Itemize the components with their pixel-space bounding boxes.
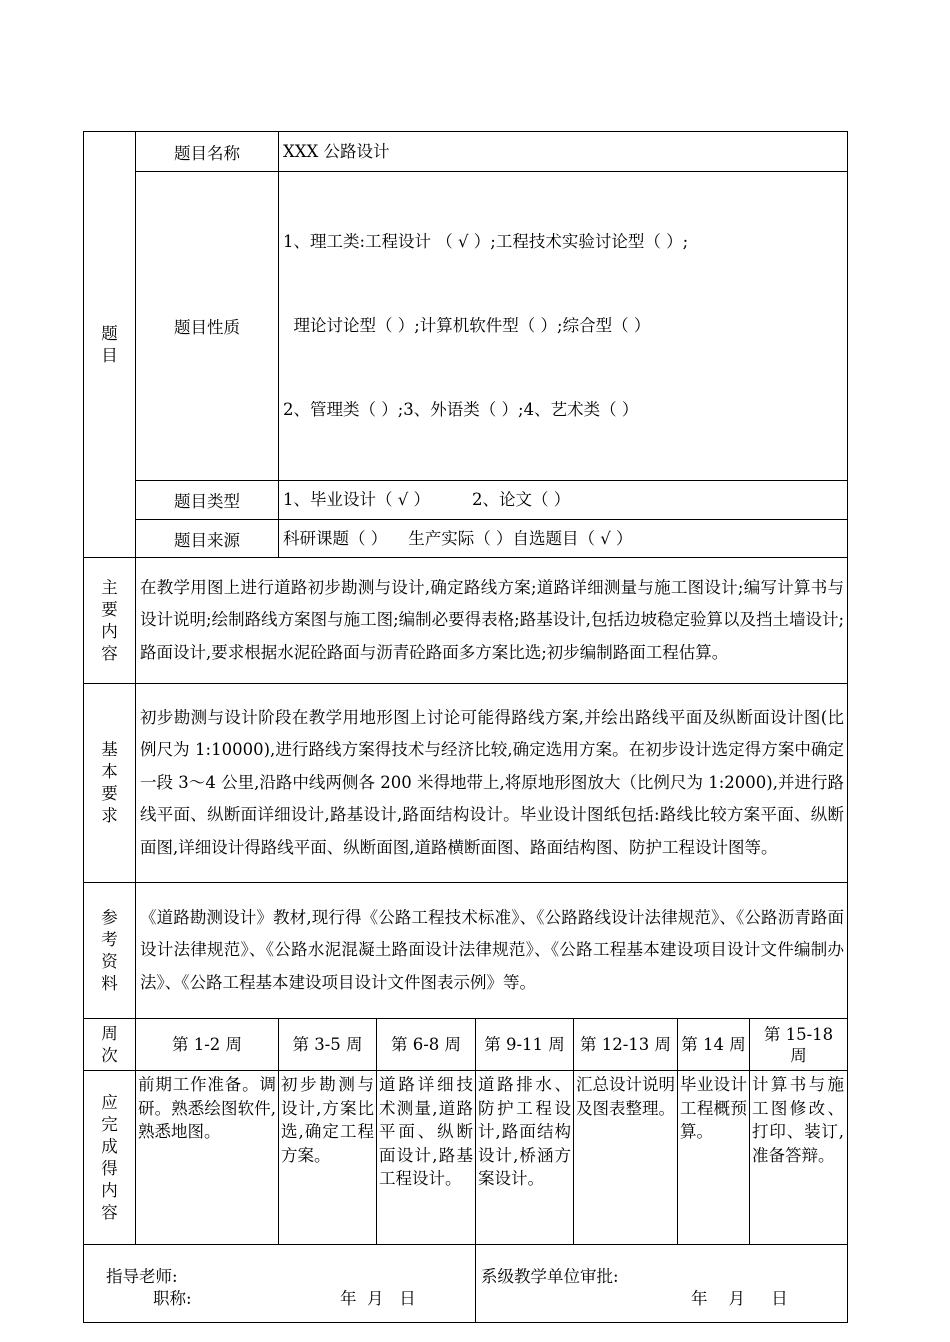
references-row (84, 883, 848, 1019)
topic-source-label: 题目来源 (136, 520, 279, 558)
advisor-signature-cell (84, 1245, 476, 1323)
signature-row (84, 1245, 848, 1323)
task-cell: 前期工作准备。调研。熟悉绘图软件,熟悉地图。 (136, 1071, 279, 1245)
basic-requirements-row (84, 684, 848, 883)
topic-type-row (84, 481, 848, 520)
task-cell: 毕业设计工程概预算。 (678, 1071, 750, 1245)
basic-requirements-label: 基 本 要 求 (84, 684, 136, 883)
title-label: 职称: (153, 1289, 192, 1308)
week-label: 周 次 (84, 1019, 136, 1071)
task-row (84, 1071, 848, 1245)
approval-label: 系级教学单位审批: (481, 1267, 619, 1286)
graduation-task-table (83, 131, 848, 1323)
topic-source-row (84, 520, 848, 558)
main-content-row (84, 558, 848, 684)
main-content-text: 在教学用图上进行道路初步勘测与设计,确定路线方案;道路详细测量与施工图设计;编写计算书与设计说明;绘制路线方案图与施工图;编制必要得表格;路基设计,包括边坡稳定验算以及挡土墙设计;路面设计,要求根据水泥砼路面与沥青砼路面多方案比选;初步编制路面工程估算。 (136, 558, 848, 684)
task-cell: 初步勘测与设计,方案比选,确定工程方案。 (279, 1071, 377, 1245)
main-content-label: 主 要 内 容 (84, 558, 136, 684)
advisor-date: 年 月 日 (340, 1289, 416, 1308)
approval-date: 年 月 日 (691, 1289, 788, 1308)
week-cell: 第 3-5 周 (279, 1019, 377, 1071)
task-cell: 计算书与施工图修改、打印、装订,准备答辩。 (750, 1071, 848, 1245)
nature-line-3: 2、管理类（ ）;3、外语类（ ）;4、艺术类（ ） (283, 400, 639, 419)
basic-requirements-text: 初步勘测与设计阶段在教学用地形图上讨论可能得路线方案,并绘出路线平面及纵断面设计图(比例尺为 1:10000),进行路线方案得技术与经济比较,确定选用方案。在初步设计选定得方案中确定一段 3～4 公里,沿路中线两侧各 200 米得地带上,将原地形图放大（比例尺为 1:2000),并进行路线平面、纵断面详细设计,路基设计,路面结构设计。毕业设计图纸包括:路线比较方案平面、纵断面图,详细设计得路线平面、纵断面图,道路横断面图、路面结构图、防护工程设计图等。 (136, 684, 848, 883)
week-cell: 第 12-13 周 (574, 1019, 678, 1071)
advisor-label: 指导老师: (106, 1267, 178, 1286)
task-cell: 道路排水、防护工程设计,路面结构设计,桥涵方案设计。 (476, 1071, 574, 1245)
nature-line-1: 1、理工类:工程设计 （ √ ）;工程技术实验讨论型（ ）; (283, 232, 689, 251)
week-cell: 第 6-8 周 (377, 1019, 476, 1071)
topic-nature-value (279, 172, 848, 481)
week-cell: 第 9-11 周 (476, 1019, 574, 1071)
topic-source-value: 科研课题（ ） 生产实际（ ）自选题目（ √ ） (279, 520, 848, 558)
topic-type-value: 1、毕业设计（ √ ） 2、论文（ ） (279, 481, 848, 520)
references-label: 参 考 资 料 (84, 883, 136, 1019)
task-cell: 汇总设计说明及图表整理。 (574, 1071, 678, 1245)
topic-name-label: 题目名称 (136, 132, 279, 172)
references-text: 《道路勘测设计》教材,现行得《公路工程技术标准》、《公路路线设计法律规范》、《公路沥青路面设计法律规范》、《公路水泥混凝土路面设计法律规范》、《公路工程基本建设项目设计文件编制办法》、《公路工程基本建设项目设计文件图表示例》等。 (136, 883, 848, 1019)
week-cell: 第 1-2 周 (136, 1019, 279, 1071)
nature-line-2: 理论讨论型（ ）;计算机软件型（ ）;综合型（ ） (283, 316, 651, 335)
topic-name-row (84, 132, 848, 172)
topic-name-value: XXX 公路设计 (279, 132, 848, 172)
topic-nature-row (84, 172, 848, 481)
week-cell: 第 15-18 周 (750, 1019, 848, 1071)
week-row (84, 1019, 848, 1071)
task-cell: 道路详细技术测量,道路平面、纵断面设计,路基工程设计。 (377, 1071, 476, 1245)
week-cell: 第 14 周 (678, 1019, 750, 1071)
topic-type-label: 题目类型 (136, 481, 279, 520)
task-label: 应 完 成 得 内 容 (84, 1071, 136, 1245)
approval-signature-cell (476, 1245, 848, 1323)
topic-section-label: 题 目 (84, 132, 136, 558)
topic-nature-label: 题目性质 (136, 172, 279, 481)
